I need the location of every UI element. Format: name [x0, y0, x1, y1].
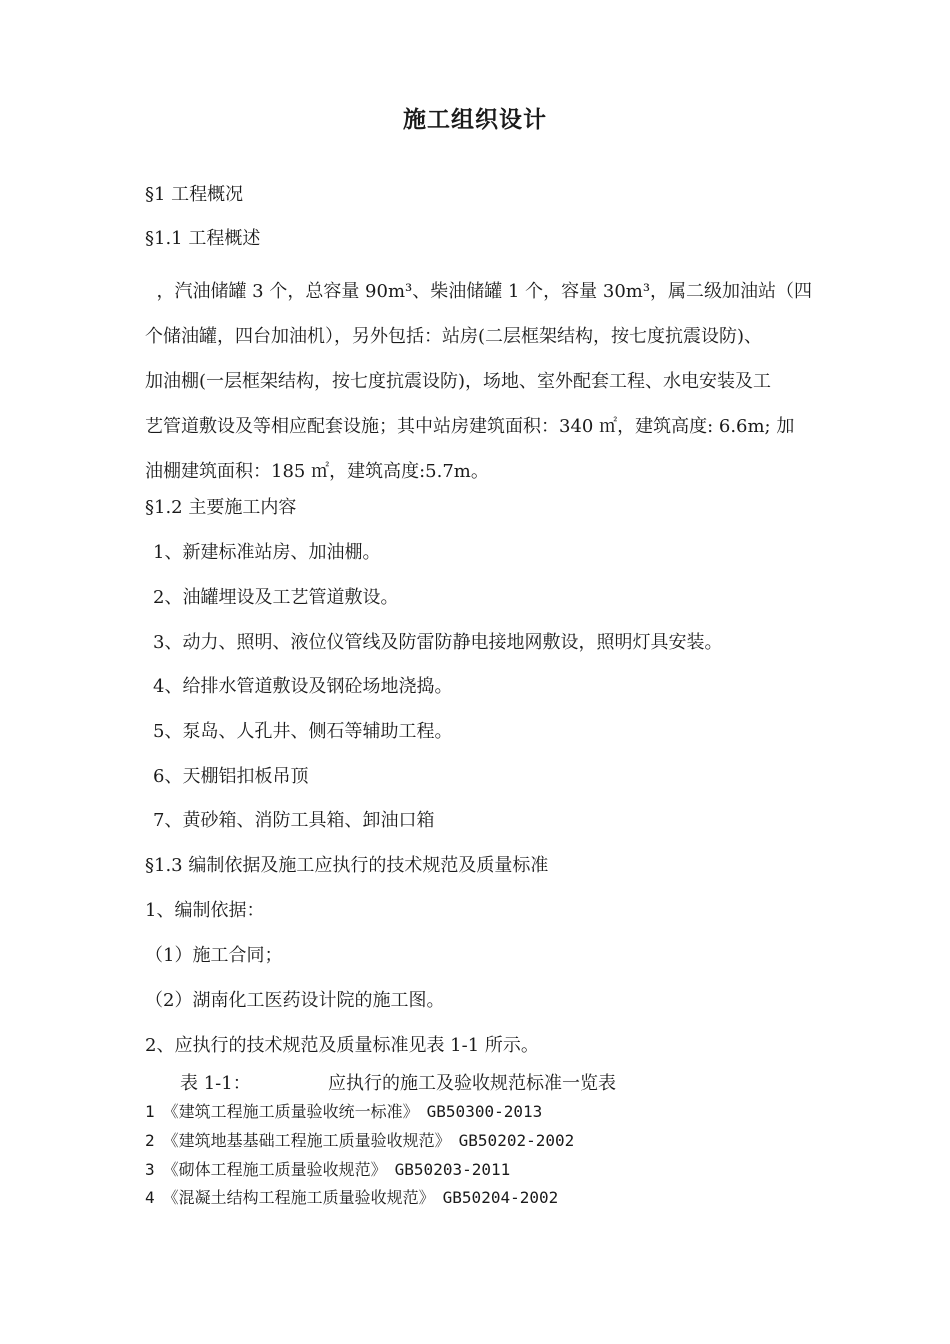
table-caption-label: 表 1-1： — [180, 1073, 251, 1094]
overview-line: ，汽油储罐 3 个，总容量 90m³、柴油储罐 1 个，容量 30m³，属二级加油站（四 — [145, 281, 813, 302]
overview-paragraph — [145, 269, 815, 494]
work-item: 4、给排水管道敷设及钢砼场地浇捣。 — [153, 676, 453, 697]
basis-heading: 1、编制依据： — [145, 900, 265, 921]
table-caption — [180, 1071, 616, 1097]
basis-item: （2）湖南化工医药设计院的施工图。 — [145, 990, 445, 1011]
standard-code: GB50203-2011 — [394, 1160, 511, 1179]
standard-number: 1 — [145, 1102, 155, 1121]
standards-intro: 2、应执行的技术规范及质量标准见表 1-1 所示。 — [145, 1035, 539, 1056]
standard-row — [145, 1158, 518, 1182]
work-item: 5、泵岛、人孔井、侧石等辅助工程。 — [153, 721, 453, 742]
section-heading-1-2: §1.2 主要施工内容 — [145, 497, 297, 518]
standard-number: 3 — [145, 1160, 155, 1179]
standard-code: GB50202-2002 — [458, 1131, 575, 1150]
standard-name: 《混凝土结构工程施工质量验收规范》 — [162, 1188, 435, 1207]
standard-row — [145, 1129, 582, 1153]
standard-row — [145, 1186, 566, 1210]
standard-name: 《建筑地基基础工程施工质量验收规范》 — [162, 1131, 451, 1150]
overview-line: 油棚建筑面积：185 ㎡，建筑高度:5.7m。 — [145, 461, 489, 482]
standard-number: 4 — [145, 1188, 155, 1207]
work-item: 1、新建标准站房、加油棚。 — [153, 542, 381, 563]
standard-code: GB50300-2013 — [426, 1102, 543, 1121]
overview-line: 加油棚(一层框架结构，按七度抗震设防)，场地、室外配套工程、水电安装及工 — [145, 371, 772, 392]
work-item: 2、油罐埋设及工艺管道敷设。 — [153, 587, 399, 608]
basis-item: （1）施工合同； — [145, 945, 283, 966]
section-heading-1: §1 工程概况 — [145, 184, 244, 205]
work-item: 3、动力、照明、液位仪管线及防雷防静电接地网敷设，照明灯具安装。 — [153, 632, 723, 653]
section-heading-1-3: §1.3 编制依据及施工应执行的技术规范及质量标准 — [145, 855, 549, 876]
overview-line: 艺管道敷设及等相应配套设施；其中站房建筑面积：340 ㎡，建筑高度: 6.6m; 加 — [145, 416, 795, 437]
standard-name: 《砌体工程施工质量验收规范》 — [162, 1160, 387, 1179]
table-caption-title: 应执行的施工及验收规范标准一览表 — [328, 1073, 616, 1094]
document-title: 施工组织设计 — [403, 106, 547, 133]
standard-number: 2 — [145, 1131, 155, 1150]
standard-code: GB50204-2002 — [442, 1188, 559, 1207]
section-heading-1-1: §1.1 工程概述 — [145, 228, 261, 249]
overview-line: 个储油罐，四台加油机），另外包括：站房(二层框架结构，按七度抗震设防)、 — [145, 326, 763, 347]
work-item: 7、黄砂箱、消防工具箱、卸油口箱 — [153, 810, 435, 831]
standard-row — [145, 1100, 550, 1124]
work-item: 6、天棚铝扣板吊顶 — [153, 766, 309, 787]
standard-name: 《建筑工程施工质量验收统一标准》 — [162, 1102, 419, 1121]
